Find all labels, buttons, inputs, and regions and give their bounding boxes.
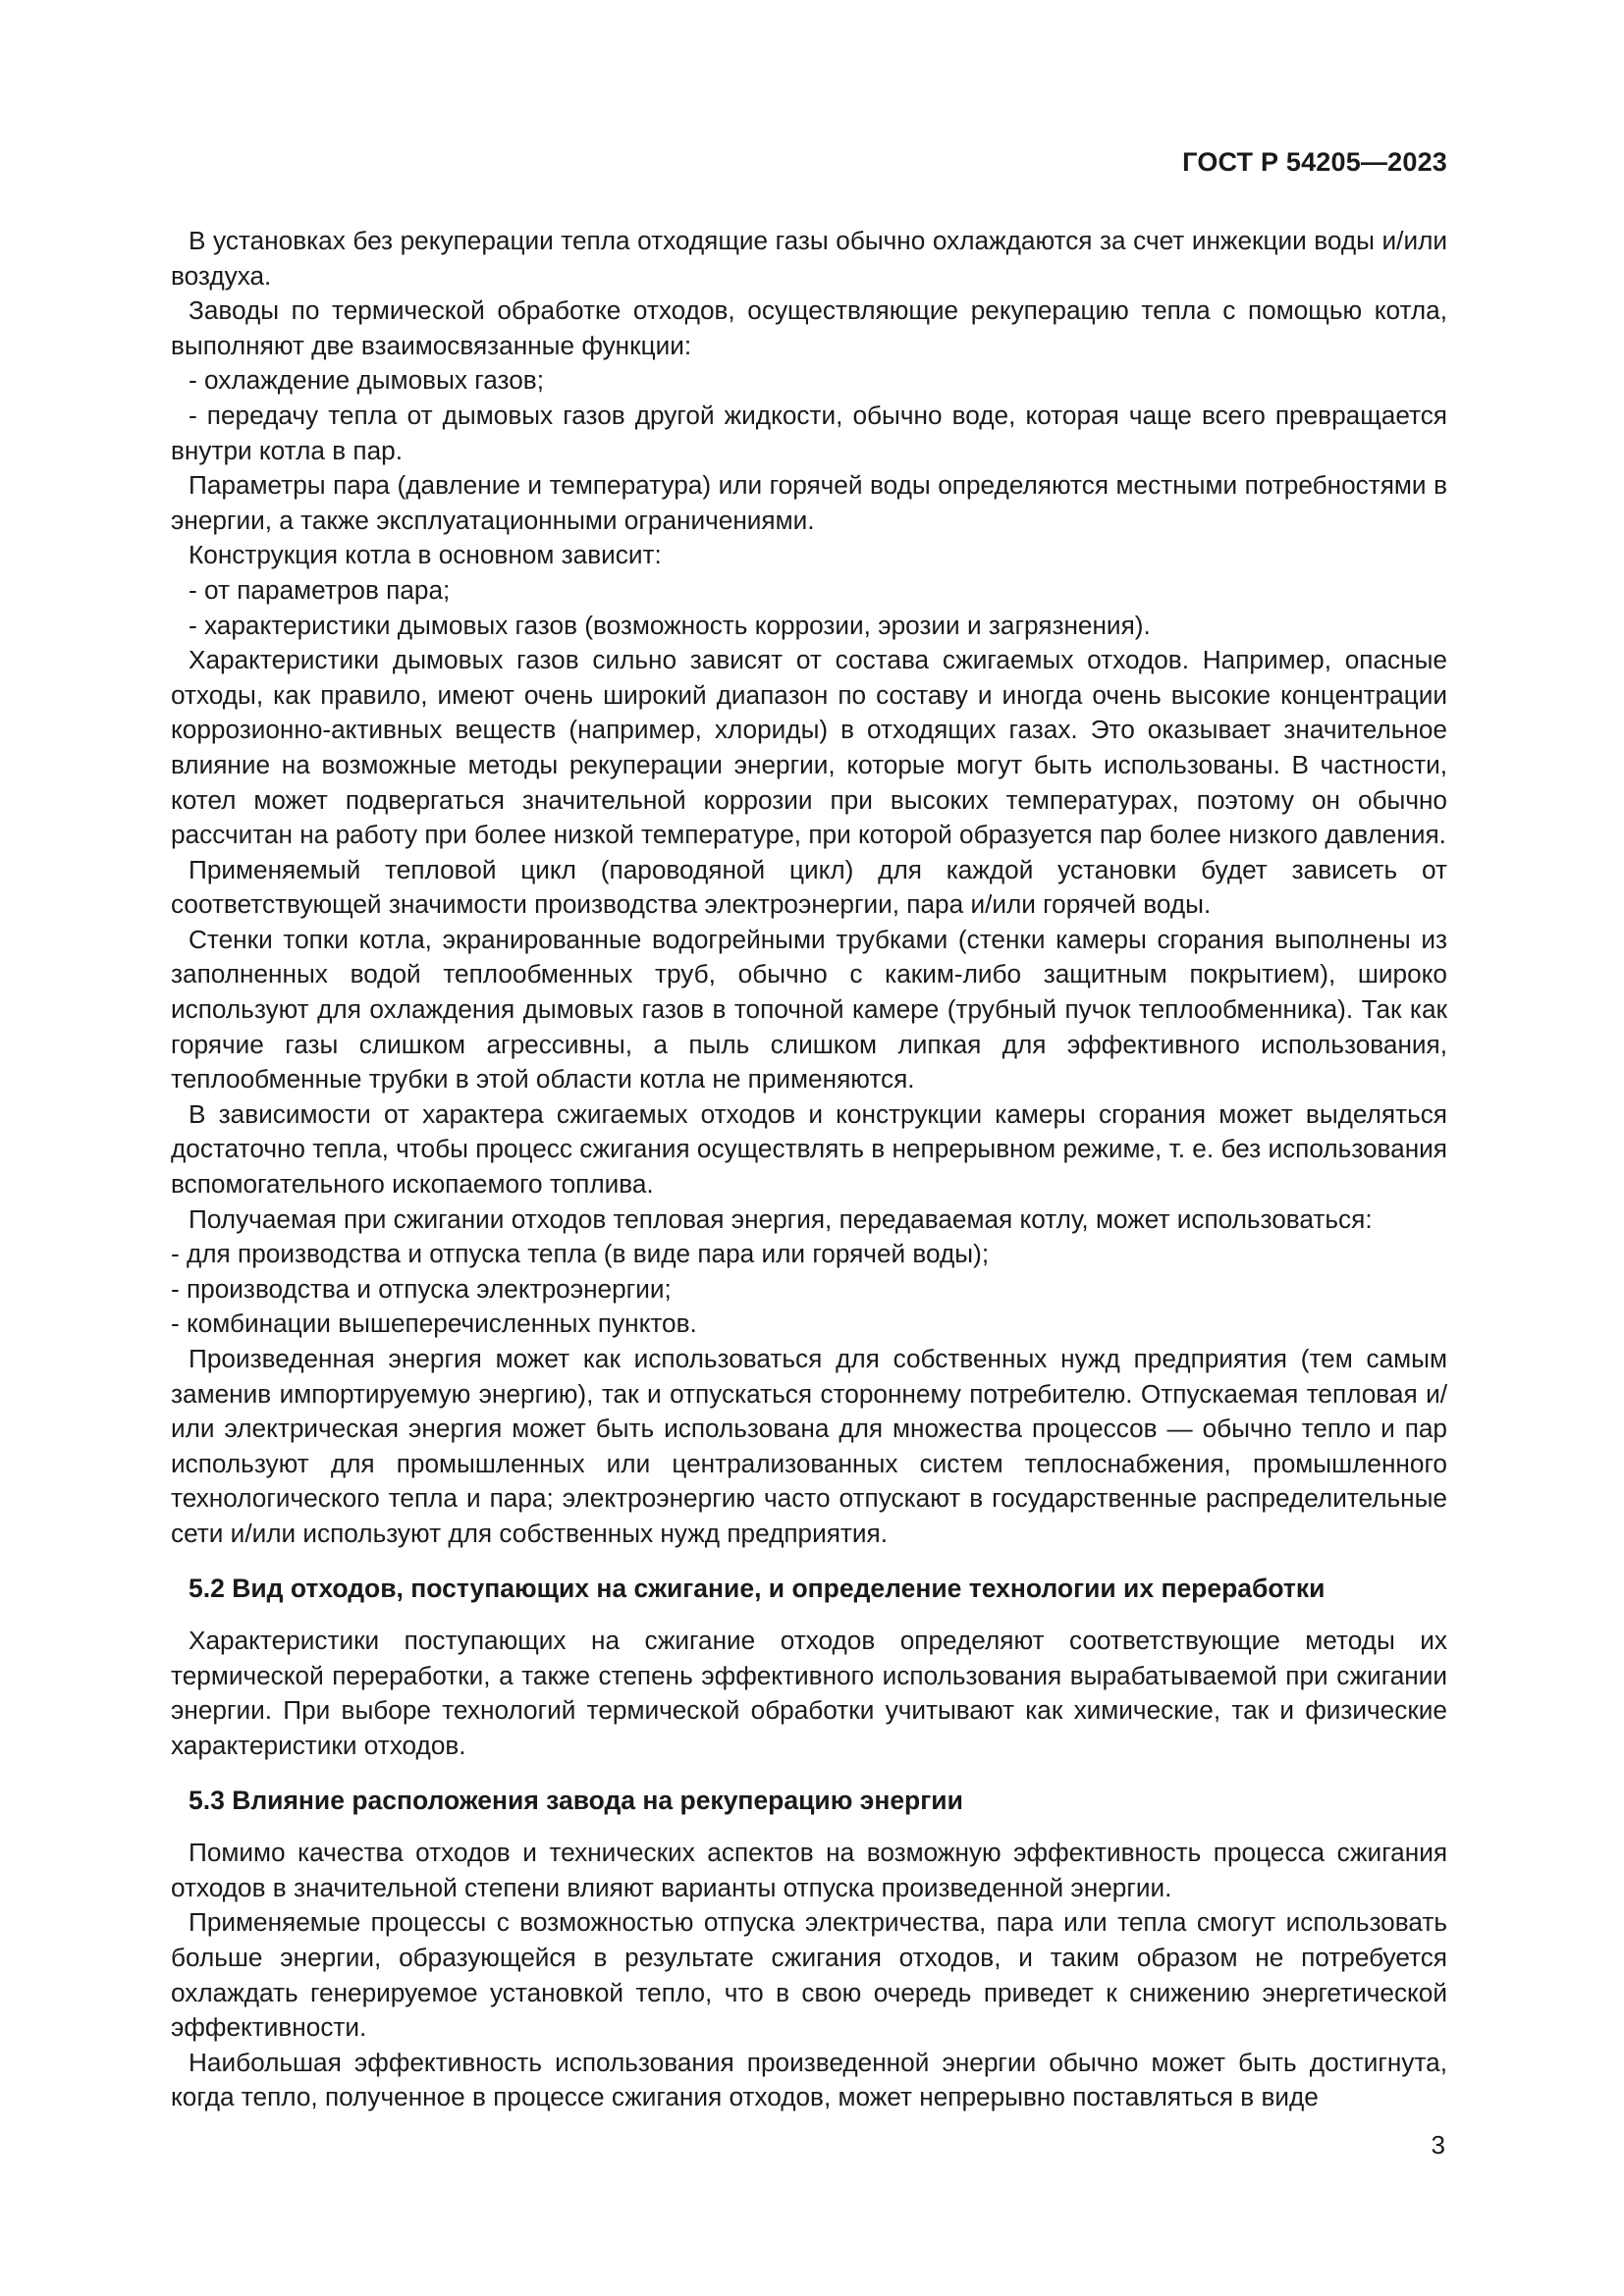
paragraph: Характеристики дымовых газов сильно зависят от состава сжигаемых отходов. Например, опасные отходы, как правило, имеют очень широкий диапазон по составу и иногда очень высокие концентрации коррозионно-активных веществ (например, хлориды) в отходящих газах. Это оказывает значительное влияние на возможные методы рекуперации энергии, которые могут быть использованы. В частности, котел может подвергаться значительной коррозии при высоких температурах, поэтому он обычно рассчитан на работу при более низкой температуре, при которой образуется пар более низкого давления. [171,645,1447,850]
paragraph: В зависимости от характера сжигаемых отходов и конструкции камеры сгорания может выделяться достаточно тепла, чтобы процесс сжигания осуществлять в непрерывном режиме, т. е. без использования вспомогательного ископаемого топлива. [171,1098,1447,1200]
paragraph: Получаемая при сжигании отходов тепловая энергия, передаваемая котлу, может использоваться: [189,1203,1373,1234]
paragraph: Наибольшая эффективность использования произведенной энергии обычно может быть достигнута, когда тепло, полученное в процессе сжигания отходов, может непрерывно поставляться в виде [171,2047,1447,2112]
document-header-standard-id: ГОСТ Р 54205—2023 [1182,147,1447,177]
paragraph: Произведенная энергия может как использоваться для собственных нужд предприятия (тем самым заменив импортируемую энергию), так и отпускаться стороннему потребителю. Отпускаемая тепловая и/или электрическая энергия может быть использована для множества процессов — обычно тепло и пар используют для промышленных или централизованных систем теплоснабжения, промышленного технологического тепла и пара; электроэнергию часто отпускают в государственные распределительные сети и/или используют для собственных нужд предприятия. [171,1344,1447,1548]
paragraph: Помимо качества отходов и технических аспектов на возможную эффективность процесса сжигания отходов в значительной степени влияют варианты отпуска произведенной энергии. [171,1838,1447,1902]
page-number: 3 [1431,2130,1445,2160]
document-body [171,224,1447,2115]
paragraph: Стенки топки котла, экранированные водогрейными трубками (стенки камеры сгорания выполнены из заполненных водой теплообменных труб, обычно с каким-либо защитным покрытием), широко используют для охлаждения дымовых газов в топочной камере (трубный пучок теплообменника). Так как горячие газы слишком агрессивны, а пыль слишком липкая для эффективного использования, теплообменные трубки в этой области котла не применяются. [171,924,1447,1095]
paragraph: Конструкция котла в основном зависит: [189,540,662,570]
list-item: - характеристики дымовых газов (возможность коррозии, эрозии и загрязнения). [189,610,1151,640]
paragraph: Характеристики поступающих на сжигание отходов определяют соответствующие методы их термической переработки, а также степень эффективного использования вырабатываемой при сжигании энергии. При выборе технологий термической обработки учитывают как химические, так и физические характеристики отходов. [171,1626,1447,1760]
list-item: - комбинации вышеперечисленных пунктов. [171,1308,697,1339]
list-item: - охлаждение дымовых газов; [189,365,544,396]
paragraph: Применяемый тепловой цикл (пароводяной цикл) для каждой установки будет зависеть от соответствующей значимости производства электроэнергии, пара и/или горячей воды. [171,854,1447,920]
paragraph: В установках без рекуперации тепла отходящие газы обычно охлаждаются за счет инжекции воды и/или воздуха. [171,226,1447,291]
list-item: - от параметров пара; [189,574,451,605]
list-item: - передачу тепла от дымовых газов другой жидкости, обычно воде, которая чаще всего превращается внутри котла в пар. [171,400,1447,465]
paragraph: Применяемые процессы с возможностью отпуска электричества, пара или тепла смогут использовать больше энергии, образующейся в результате сжигания отходов, и таким образом не потребуется охлаждать генерируемое установкой тепло, что в свою очередь приведет к снижению энергетической эффективности. [171,1907,1447,2043]
list-item: - производства и отпуска электроэнергии; [171,1273,672,1304]
paragraph: Параметры пара (давление и температура) или горячей воды определяются местными потребностями в энергии, а также эксплуатационными ограничениями. [171,470,1447,535]
list-item: - для производства и отпуска тепла (в виде пара или горячей воды); [171,1239,990,1269]
paragraph: Заводы по термической обработке отходов, осуществляющие рекуперацию тепла с помощью котла, выполняют две взаимосвязанные функции: [171,295,1447,360]
section-heading-5-3: 5.3 Влияние расположения завода на рекуперацию энергии [189,1785,963,1815]
section-heading-5-2: 5.2 Вид отходов, поступающих на сжигание, и определение технологии их переработки [189,1573,1326,1603]
